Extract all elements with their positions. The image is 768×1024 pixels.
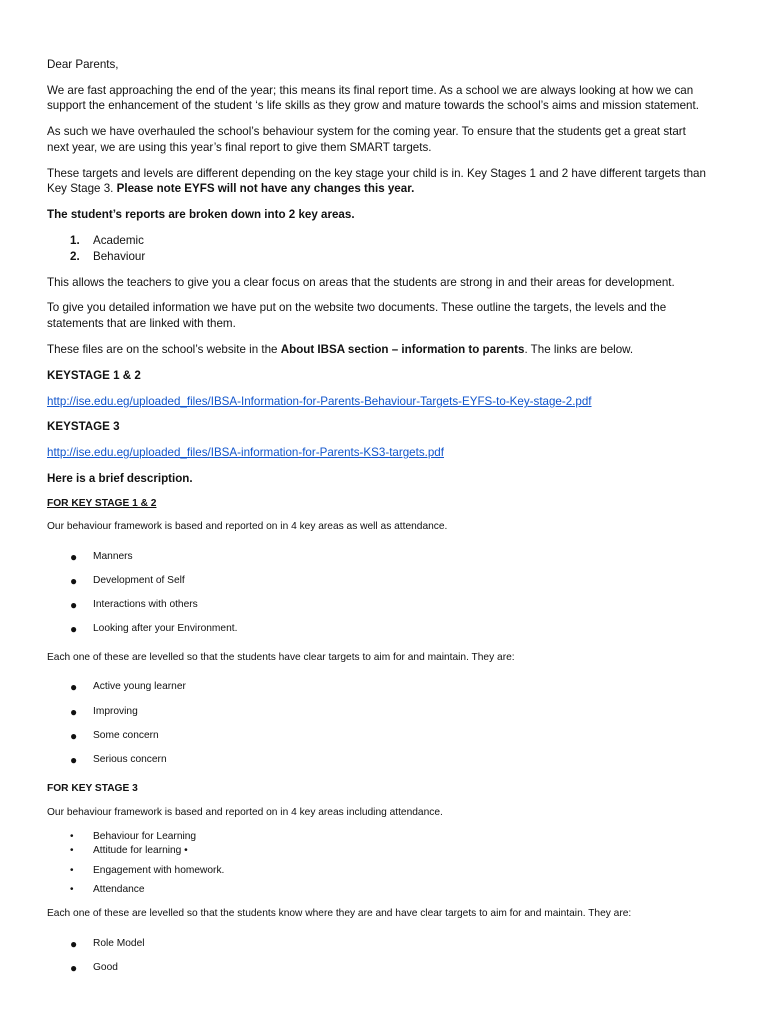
list-number: 2. <box>70 250 80 263</box>
website-paragraph-line-1: To give you detailed information we have put on the website two documents. These outline the targets, the levels and the <box>47 301 667 314</box>
bullet-icon: ● <box>70 937 78 951</box>
ks12-level-item: Improving <box>93 706 138 717</box>
brief-description-heading: Here is a brief description. <box>47 472 193 485</box>
list-item-academic: Academic <box>93 234 144 247</box>
small-bullet-icon: • <box>70 831 74 842</box>
eyfs-note: Please note EYFS will not have any changes this year. <box>116 182 415 195</box>
overhaul-paragraph-line-2: next year, we are using this year’s final report to give them SMART targets. <box>47 141 432 154</box>
keystage-3-link[interactable]: http://ise.edu.eg/uploaded_files/IBSA-information-for-Parents-KS3-targets.pdf <box>47 446 444 459</box>
overhaul-paragraph-line-1: As such we have overhauled the school’s behaviour system for the coming year. To ensure that the students get a great start <box>47 125 686 138</box>
keystage-1-2-link[interactable]: http://ise.edu.eg/uploaded_files/IBSA-Information-for-Parents-Behaviour-Targets-EYFS-to-Key-stage-2.pdf <box>47 395 592 408</box>
ks3-area-item: Attitude for learning • <box>93 845 188 856</box>
keystage-1-2-label: KEYSTAGE 1 & 2 <box>47 369 141 382</box>
ks3-levels-intro: Each one of these are levelled so that the students know where they are and have clear targets to aim for and maintain. They are: <box>47 908 632 919</box>
files-text: These files are on the school’s website in the <box>47 343 281 356</box>
website-paragraph-line-2: statements that are linked with them. <box>47 317 236 330</box>
bullet-icon: ● <box>70 598 78 612</box>
ks3-heading: FOR KEY STAGE 3 <box>47 783 138 794</box>
ks12-level-item: Serious concern <box>93 754 167 765</box>
ks3-intro: Our behaviour framework is based and reported on in 4 key areas including attendance. <box>47 807 443 818</box>
bullet-icon: ● <box>70 680 78 694</box>
targets-text: Key Stage 3. <box>47 182 117 195</box>
ks3-level-item: Good <box>93 962 118 973</box>
ks3-area-item: Attendance <box>93 884 145 895</box>
small-bullet-icon: • <box>70 865 74 876</box>
small-bullet-icon: • <box>70 884 74 895</box>
bullet-icon: ● <box>70 705 78 719</box>
list-number: 1. <box>70 234 80 247</box>
files-location-paragraph <box>47 342 633 358</box>
ks12-level-item: Active young learner <box>93 681 186 692</box>
ks3-area-item: Behaviour for Learning <box>93 831 197 842</box>
ks3-area-item: Engagement with homework. <box>93 865 225 876</box>
bullet-icon: ● <box>70 574 78 588</box>
list-item-behaviour: Behaviour <box>93 250 146 263</box>
keystage-3-link-line <box>47 445 444 461</box>
greeting: Dear Parents, <box>47 58 119 71</box>
focus-paragraph: This allows the teachers to give you a clear focus on areas that the students are strong in and their areas for development. <box>47 276 675 289</box>
ks12-level-item: Some concern <box>93 730 159 741</box>
ks12-levels-intro: Each one of these are levelled so that the students have clear targets to aim for and maintain. They are: <box>47 652 515 663</box>
keystage-3-label: KEYSTAGE 3 <box>47 420 120 433</box>
bullet-icon: ● <box>70 729 78 743</box>
ks12-heading: FOR KEY STAGE 1 & 2 <box>47 498 157 509</box>
ks12-area-item: Interactions with others <box>93 599 198 610</box>
small-bullet-icon: • <box>70 845 74 856</box>
bullet-icon: ● <box>70 961 78 975</box>
ks3-level-item: Role Model <box>93 938 145 949</box>
ks12-area-item: Looking after your Environment. <box>93 623 238 634</box>
keystage-1-2-link-line <box>47 394 592 410</box>
ks12-area-item: Development of Self <box>93 575 185 586</box>
targets-paragraph-line-2 <box>47 181 414 197</box>
about-ibsa-section: About IBSA section – information to parents <box>280 343 525 356</box>
targets-paragraph-line-1: These targets and levels are different depending on the key stage your child is in. Key Stages 1 and 2 have different targets than <box>47 167 706 180</box>
ks12-area-item: Manners <box>93 551 133 562</box>
bullet-icon: ● <box>70 753 78 767</box>
bullet-icon: ● <box>70 550 78 564</box>
links-below-text: . The links are below. <box>524 343 634 356</box>
key-areas-heading: The student’s reports are broken down into 2 key areas. <box>47 208 355 221</box>
intro-paragraph-line-2: support the enhancement of the student ‘s life skills as they grow and mature towards the school’s aims and mission statement. <box>47 99 699 112</box>
intro-paragraph-line-1: We are fast approaching the end of the year; this means its final report time. As a school we are always looking at how we can <box>47 84 694 97</box>
ks12-intro: Our behaviour framework is based and reported on in 4 key areas as well as attendance. <box>47 521 448 532</box>
bullet-icon: ● <box>70 622 78 636</box>
